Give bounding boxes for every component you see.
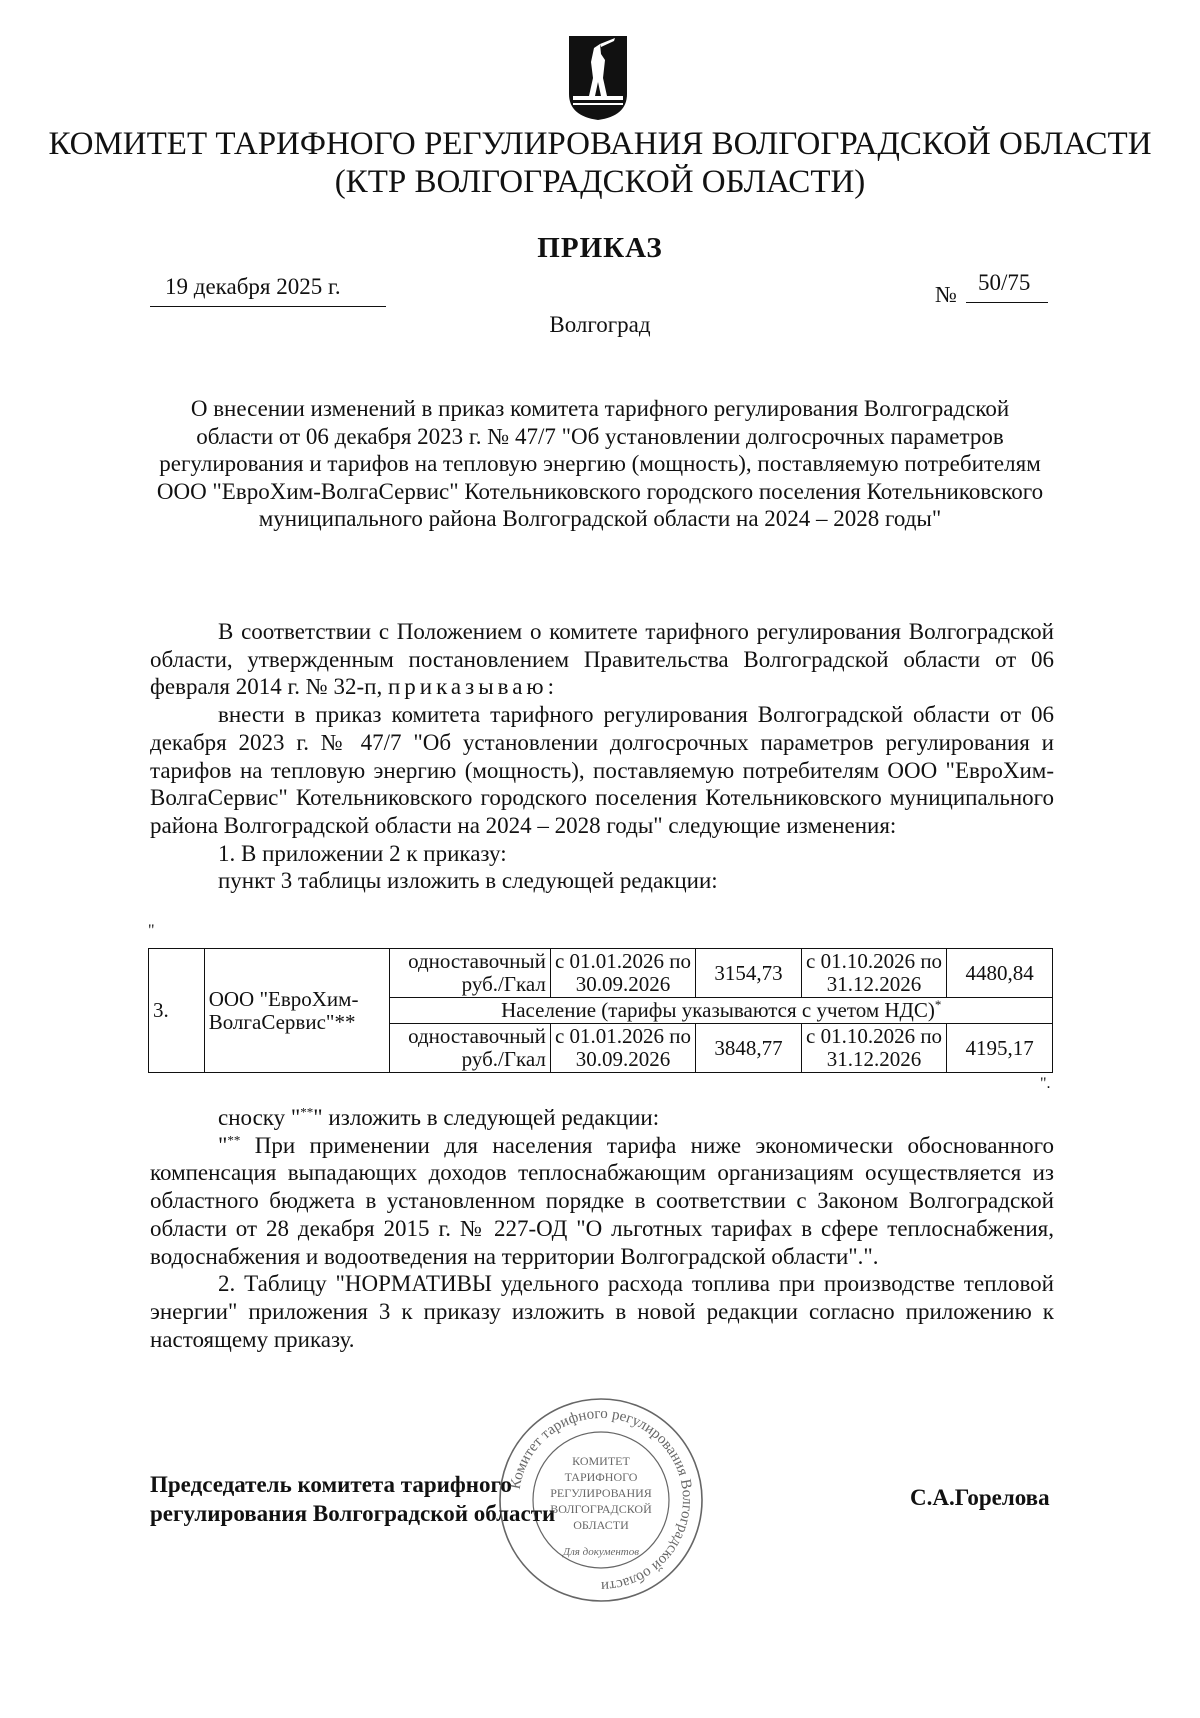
value-cell: 4195,17 xyxy=(947,1024,1053,1073)
footnote-intro-a: сноску " xyxy=(218,1105,301,1130)
document-body xyxy=(150,618,1054,895)
value-cell: 4480,84 xyxy=(947,949,1053,998)
preamble-text: В соответствии с Положением о комитете тарифного регулирования Волгоградской области, утвержденным постановлением Правительства Волгоградской области от 06 февраля 2014 г. № 32-п, xyxy=(150,619,1054,700)
item-2: 2. Таблицу "НОРМАТИВЫ удельного расхода топлива при производстве тепловой энергии" приложения 3 к приказу изложить в новой редакции согласно приложению к настоящему приказу. xyxy=(150,1271,1054,1352)
document-subject: О внесении изменений в приказ комитета тарифного регулирования Волгоградской области от 06 декабря 2023 г. № 47/7 "Об установлении долгосрочных параметров регулирования и тарифов на тепловую энергию (мощность), поставляемую потребителям ООО "ЕвроХим-ВолгаСервис" Котельниковского городского поселения Котельниковского муниципального района Волгоградской области на 2024 – 2028 годы" xyxy=(156,396,1044,531)
stamp-bottom: Для документов xyxy=(562,1546,640,1558)
value-cell: 3848,77 xyxy=(696,1024,802,1073)
svg-text:Комитет тарифного регулировани xyxy=(508,1406,695,1594)
document-number: 50/75 xyxy=(978,270,1031,295)
footnote-section xyxy=(150,1104,1054,1353)
footnote-intro-b: " изложить в следующей редакции: xyxy=(313,1105,660,1130)
tariff-type-cell: одноставочный руб./Гкал xyxy=(390,1024,550,1073)
stamp-line: ОБЛАСТИ xyxy=(573,1518,629,1532)
document-city: Волгоград xyxy=(549,312,651,337)
item-1-sub: пункт 3 таблицы изложить в следующей редакции: xyxy=(218,868,718,894)
signatory-title-line2: регулирования Волгоградской области xyxy=(150,1501,556,1526)
tariff-type-cell: одноставочный руб./Гкал xyxy=(390,949,550,998)
footnote-intro-mark: ** xyxy=(300,1104,314,1120)
coat-of-arms-icon xyxy=(567,34,629,122)
stamp-line: РЕГУЛИРОВАНИЯ xyxy=(550,1486,652,1500)
row-number: 3. xyxy=(149,949,205,1073)
period-cell: с 01.10.2026 по 31.12.2026 xyxy=(801,1024,946,1073)
stamp-line: ТАРИФНОГО xyxy=(564,1470,638,1484)
period-cell: с 01.01.2026 по 30.09.2026 xyxy=(550,949,695,998)
footnote-body: При применении для населения тарифа ниже экономически обоснованного компенсация выпадающих доходов теплоснабжающим организациям осуществляется из областного бюджета в установленном порядке в соответствии с Законом Волгоградской области от 28 декабря 2015 г. № 227-ОД "О льготных тарифах в сфере теплоснабжения, водоснабжения и водоотведения на территории Волгоградской области".". xyxy=(150,1132,1054,1269)
order-word: приказываю xyxy=(387,674,548,700)
value-cell: 3154,73 xyxy=(696,949,802,998)
population-note: Население (тарифы указываются с учетом НДС) xyxy=(501,998,935,1022)
table-open-quote: " xyxy=(148,922,155,939)
tariff-table xyxy=(148,948,1053,1073)
official-stamp-icon xyxy=(496,1395,706,1605)
organization-abbreviation: (КТР ВОЛГОГРАДСКОЙ ОБЛАСТИ) xyxy=(334,164,866,200)
footnote-open-quote: " xyxy=(218,1132,228,1158)
document-date: 19 декабря 2025 г. xyxy=(165,274,341,299)
signatory-title-line1: Председатель комитета тарифного xyxy=(150,1472,512,1497)
item-1: 1. В приложении 2 к приказу: xyxy=(218,840,507,866)
instruction-paragraph: внести в приказ комитета тарифного регулирования Волгоградской области от 06 декабря 2023 г. № 47/7 "Об установлении долгосрочных параметров регулирования и тарифов на тепловую энергию (мощность), поставляемую потребителям ООО "ЕвроХим-ВолгаСервис" Котельниковского городского поселения Котельниковского муниципального района Волгоградской области на 2024 – 2028 годы" следующие изменения: xyxy=(150,702,1054,838)
footnote-text xyxy=(150,1132,1054,1271)
document-type: ПРИКАЗ xyxy=(537,232,663,264)
signatory-title xyxy=(150,1470,555,1528)
preamble-end: : xyxy=(547,674,554,700)
table-close-quote: ". xyxy=(1040,1075,1051,1092)
stamp-ring-text: Комитет тарифного регулирования Волгоградской области xyxy=(507,1405,696,1595)
period-cell: с 01.01.2026 по 30.09.2026 xyxy=(550,1024,695,1073)
organization-name: КОМИТЕТ ТАРИФНОГО РЕГУЛИРОВАНИЯ ВОЛГОГРАДСКОЙ ОБЛАСТИ xyxy=(48,126,1152,162)
preamble-paragraph xyxy=(150,618,1054,701)
period-cell: с 01.10.2026 по 31.12.2026 xyxy=(801,949,946,998)
table-row xyxy=(149,949,1053,998)
stamp-line: КОМИТЕТ xyxy=(572,1454,630,1468)
footnote-mark: ** xyxy=(227,1132,241,1148)
number-sign: № xyxy=(935,282,957,307)
number-underline xyxy=(966,302,1048,303)
date-underline xyxy=(150,306,386,307)
population-note-cell xyxy=(390,998,1053,1024)
population-mark: * xyxy=(934,997,942,1012)
signatory-name: С.А.Горелова xyxy=(910,1485,1050,1510)
footnote-intro xyxy=(150,1104,1054,1132)
organization-cell: ООО "ЕвроХим-ВолгаСервис"** xyxy=(204,949,390,1073)
stamp-line: ВОЛГОГРАДСКОЙ xyxy=(550,1502,652,1516)
